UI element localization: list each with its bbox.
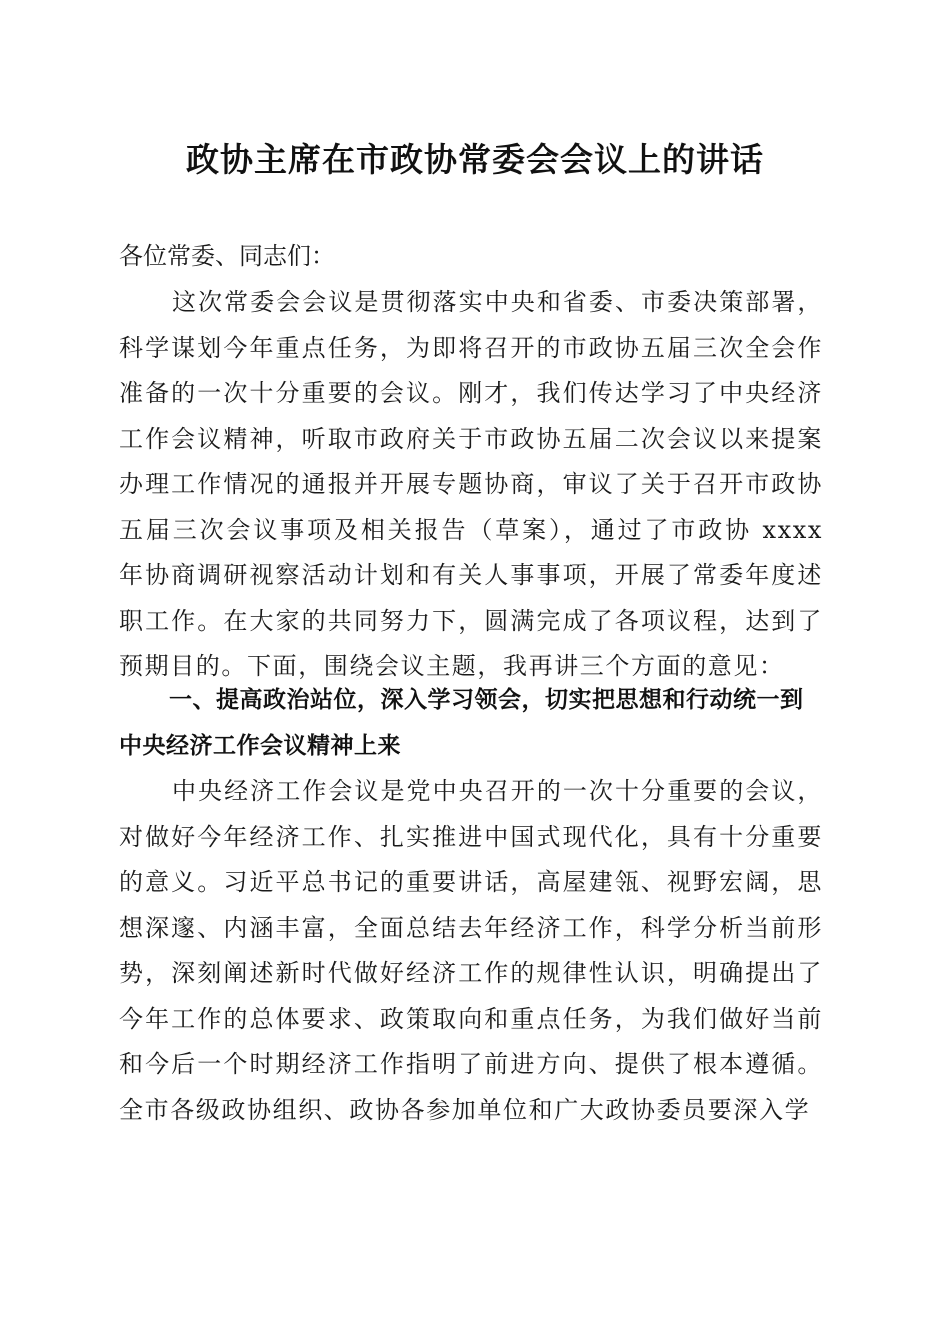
document-title: 政协主席在市政协常委会会议上的讲话	[186, 140, 764, 179]
paragraph-1: 这次常委会会议是贯彻落实中央和省委、市委决策部署，科学谋划今年重点任务，为即将召开的市政协五届三次全会作准备的一次十分重要的会议。刚才，我们传达学习了中央经济工作会议精神，听取市政府关于市政协五届二次会议以来提案办理工作情况的通报并开展专题协商，审议了关于召开市政协五届三次会议事项及相关报告（草案），通过了市政协 xxxx 年协商调研视察活动计划和有关人事事项，开展了常委年度述职工作。在大家的共同努力下，圆满完成了各项议程，达到了预期目的。下面，围绕会议主题，我再讲三个方面的意见：	[119, 288, 823, 680]
paragraph-2: 中央经济工作会议是党中央召开的一次十分重要的会议，对做好今年经济工作、扎实推进中国式现代化，具有十分重要的意义。习近平总书记的重要讲话，高屋建瓴、视野宏阔，思想深邃、内涵丰富，全面总结去年经济工作，科学分析当前形势，深刻阐述新时代做好经济工作的规律性认识，明确提出了今年工作的总体要求、政策取向和重点任务，为我们做好当前和今后一个时期经济工作指明了前进方向、提供了根本遵循。全市各级政协组织、政协各参加单位和广大政协委员要深入学	[119, 777, 823, 1124]
salutation: 各位常委、同志们：	[119, 242, 335, 270]
section-heading-1: 一、提高政治站位，深入学习领会，切实把思想和行动统一到中央经济工作会议精神上来	[119, 687, 804, 759]
